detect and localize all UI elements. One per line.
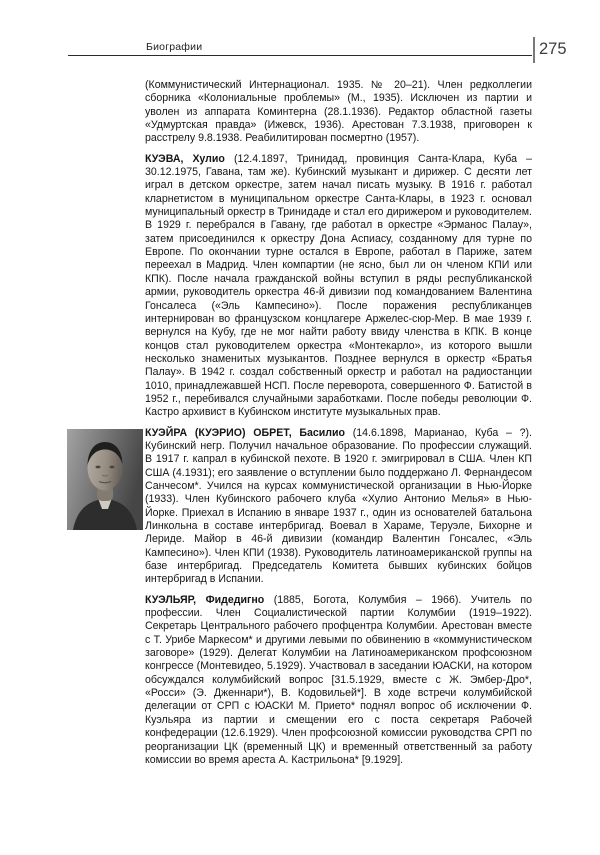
entry-paragraph-kueva [145,153,532,420]
paragraph-text: (Коммунистический Интернационал. 1935. № 20–21). Член редколлегии сборника «Колониальные проблемы» (М., 1935). Исключен из партии и уволен из аппарата Коминтерна (28.1.1936). Редактор областной газеты «Удмуртская правда» (Ижевск, 1936). Арестован 7.3.1938, приговорен к расстрелу 9.8.1938. Реабилитирован посмертно (1957). [145,79,532,145]
paragraph-continuation [145,79,532,146]
portrait-illustration [67,429,143,530]
entry-name: КУЭВА, Хулио [145,152,225,165]
entry-name: КУЭЛЬЯР, Фидедигно [145,593,265,606]
entry-paragraph-kueira [145,427,532,587]
page-number-divider [533,37,535,63]
entry-name: КУЭЙРА (КУЭРИО) ОБРЕТ, Басилио [145,426,345,439]
text-column [145,79,532,767]
portrait-photo [67,429,143,530]
paragraph-text: (14.6.1898, Марианао, Куба – ?). Кубинский негр. Получил начальное образование. По профессии служащий. В 1917 г. капрал в кубинской пехоте. В 1920 г. эмигрировал в США. Член КП США (4.1931); его заявление о вступлении было поддержано Л. Фернандесом Санчесом*. Учился на курсах коммунистической организации в Нью-Йорке (1933). Член Кубинского рабочего клуба «Хулио Антонио Мелья» в Нью-Йорке. Приехал в Испанию в январе 1937 г., один из основателей батальона Линкольна в составе интербригад. Воевал в Хараме, Теруэле, Бихорне и Лериде. Майор в 46-й дивизии (командир Валентин Гонсалес, «Эль Кампесино»). Член КПИ (1938). Руководитель латиноамериканской группы на базе интербригад. Председатель Комитета бывших кубинских бойцов интербригад в Испании. [145,426,532,586]
section-title: Биографии [146,41,203,53]
entry-paragraph-kuelyar [145,594,532,767]
paragraph-text: (1885, Богота, Колумбия – 1966). Учитель по профессии. Член Социалистической партии Колумбии (1919–1922). Секретарь Центрального рабочего профцентра Колумбии. Арестован вместе с Т. Урибе Маркесом* и другими левыми по обвинению в «коммунистическом заговоре» (1929). Делегат Колумбии на Латиноамериканском профсоюзном конгрессе (Монтевидео, 5.1929). Участвовал в заседании ЮАСКИ, на котором обсуждался колумбийский вопрос [31.5.1929, вместе с Ж. Эмбер-Дро*, «Росси» (Э. Дженнари*), В. Кодовильей*]. В ходе встречи колумбийской делегации от СРП с ЮАСКИ М. Прието* поднял вопрос об исключении Ф. Куэльяра из партии и смещении его с поста секретаря Рабочей конфедерации (12.6.1929). Член профсоюзной комиссии руководства СРП по реорганизации ЦК (временный ЦК) и временный ответственный за работу комиссии во время ареста А. Кастрильона* [9.1929]. [145,593,532,766]
paragraph-text: (12.4.1897, Тринидад, провинция Санта-Клара, Куба – 30.12.1975, Гавана, там же). Кубинский музыкант и дирижер. С десяти лет играл в детском оркестре, затем начал писать музыку. В 1916 г. работал кларнетистом в муниципальном оркестре Санта-Клары, в 1923 г. основал муниципальный оркестр в Тринидаде и стал его дирижером и руководителем. В 1929 г. перебрался в Гавану, где работал в оркестре «Эрманос Палау», затем присоединился к оркестру Дона Аспиасу, созданному для турне по Европе. По окончании турне остался в Европе, работал в Париже, затем переехал в Мадрид. Член компартии (не ясно, был ли он членом КПИ или КПК). После начала гражданской войны вступил в ряды республиканской армии, руководитель оркестра 46-й дивизии под командованием Валентина Гонсалеса («Эль Кампесино»). После поражения республиканцев интернирован во французском концлагере Аржелес-сюр-Мер. В мае 1939 г. вернулся на Кубу, где не мог найти работу ввиду членства в КПК. В конце концов стал руководителем оркестра «Монтекарло», из которого вышли несколько знаменитых музыкантов. Позднее вернулся в оркестр «Братья Палау». В 1942 г. создал собственный оркестр и работал на радиостанции 1010, принадлежавшей НСП. После переворота, совершенного Ф. Батистой в 1952 г., перебивался случайными заработками. После победы революции Ф. Кастро архивист в Кубинском институте музыкальных прав. [145,152,532,419]
page-number: 275 [539,40,567,58]
header-rule [68,55,532,56]
